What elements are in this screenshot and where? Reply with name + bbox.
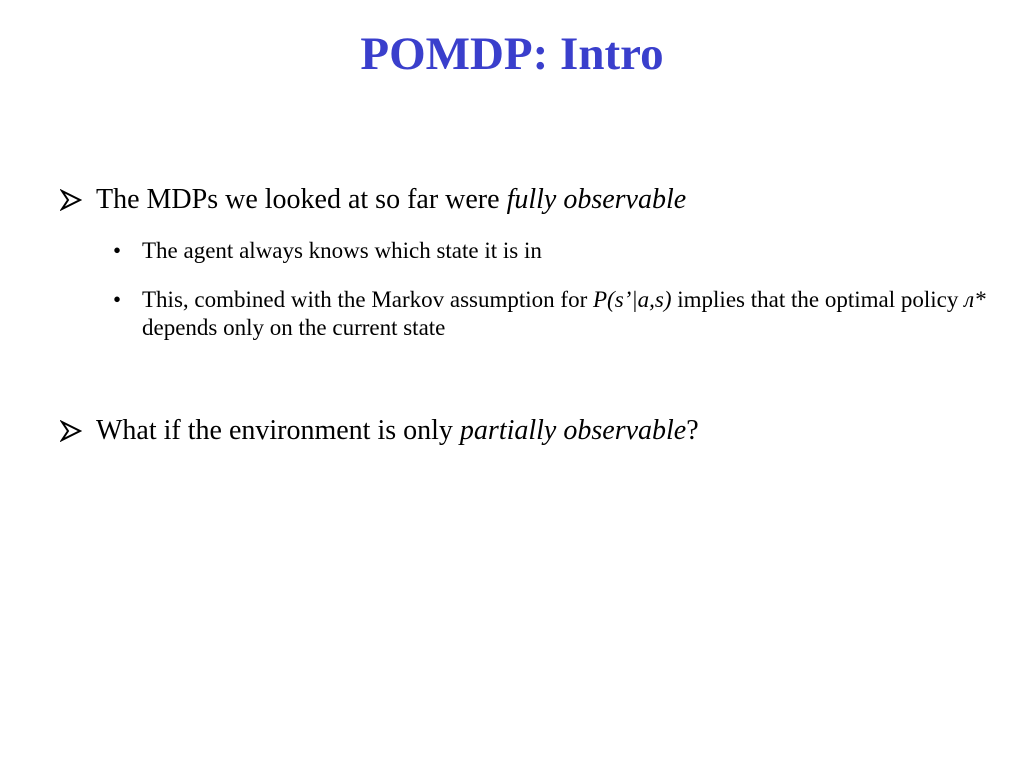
bullet-text: What if the environment is only [96,415,460,446]
bullet-text: The MDPs we looked at so far were [96,184,507,215]
subbullet-text-part: implies that the optimal policy [671,287,965,312]
slide-title: POMDP: Intro [360,28,664,80]
subbullet-text [142,286,993,342]
subbullet-item [113,237,993,265]
subbullet-text-part: depends only on the current state [142,315,446,340]
bullet-item [60,183,686,217]
arrowhead-icon [60,414,96,448]
bullet-dot-icon: • [113,287,122,312]
transition-probability: P(s’|a,s) [593,287,672,312]
bullet-dot-icon: • [113,238,122,263]
bullet-emphasis: partially observable [459,415,687,446]
bullet-text: ? [686,415,699,446]
bullet-emphasis: fully observable [506,184,687,215]
subbullet-text: The agent always knows which state it is in [142,238,542,263]
subbullet-text-part: This, combined with the Markov assumption for [142,287,593,312]
bullet-item [60,414,699,448]
optimal-policy-symbol: л* [964,287,986,312]
arrowhead-icon [60,183,96,217]
subbullet-item [113,286,993,342]
